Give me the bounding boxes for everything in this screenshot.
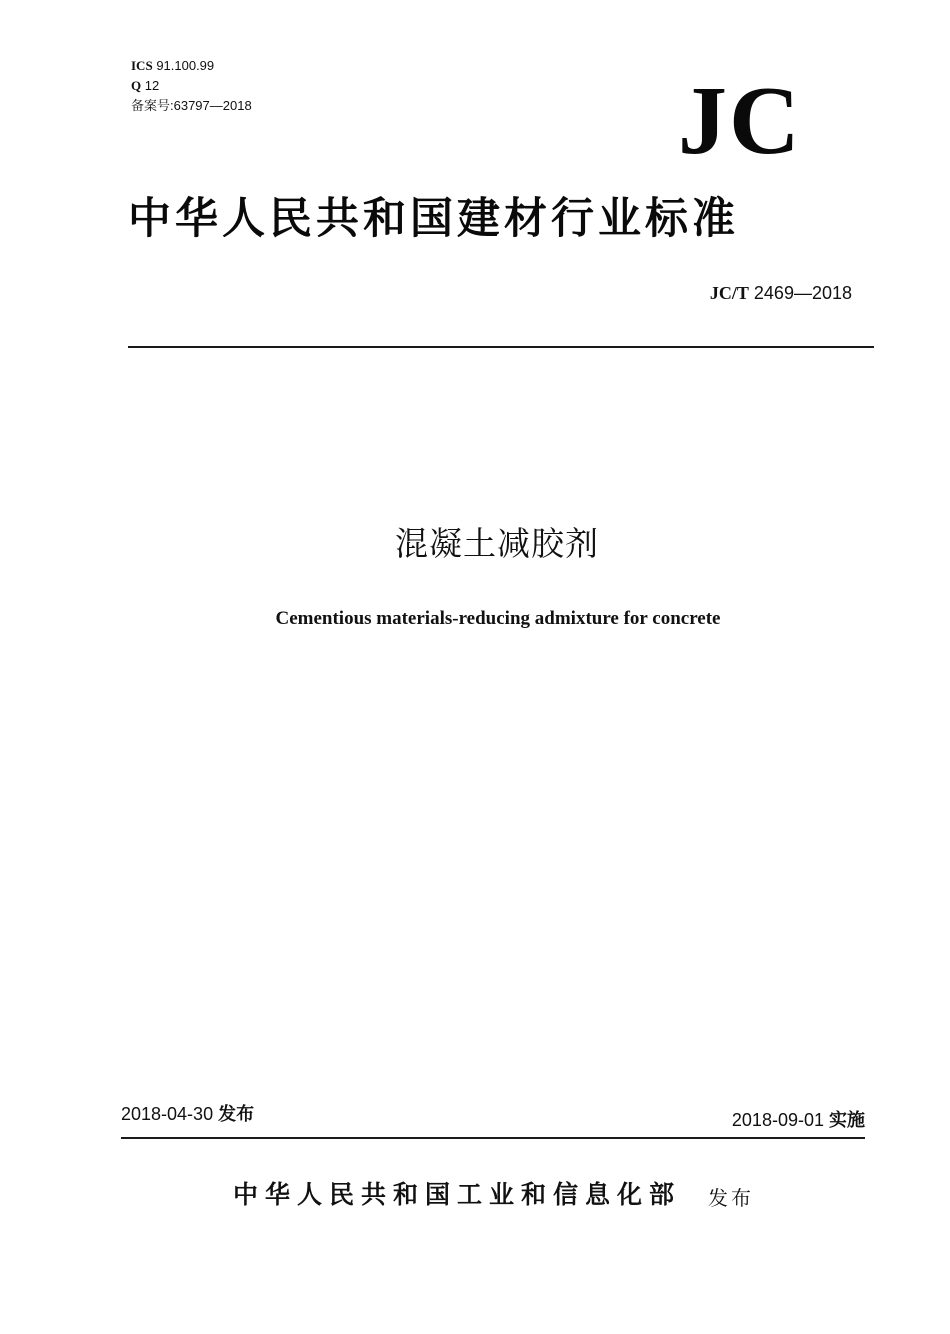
issuing-action: 发布 [708,1186,754,1210]
ccs-label: Q [131,78,142,93]
implement-date: 2018-09-01 [731,1110,824,1130]
jc-logo: JC [678,67,802,175]
ccs-line [131,76,252,96]
product-name-english: Cementious materials-reducing admixture for concrete [275,608,721,629]
record-number: 备案号:63797—2018 [131,98,252,113]
product-name-chinese: 混凝土减胶剂 [395,524,599,563]
top-divider [128,346,874,348]
classification-block [131,56,252,116]
ics-number: 91.100.99 [156,58,215,73]
ics-label: ICS [131,58,153,73]
standard-code-prefix: JC/T [709,283,749,303]
issue-date: 2018-04-30 [121,1104,214,1124]
issue-label: 发布 [218,1104,255,1125]
bottom-divider [121,1137,865,1139]
issue-date-block [121,1102,254,1127]
ics-line [131,56,252,76]
standard-category-title: 中华人民共和国建材行业标准 [128,194,739,244]
implement-label: 实施 [829,1110,865,1131]
standard-code [710,282,852,304]
standard-code-number: 2469—2018 [753,283,852,303]
ccs-number: 12 [144,78,160,93]
issuing-authority: 中华人民共和国工业和信息化部 [233,1180,682,1209]
implement-date-block [732,1108,865,1133]
